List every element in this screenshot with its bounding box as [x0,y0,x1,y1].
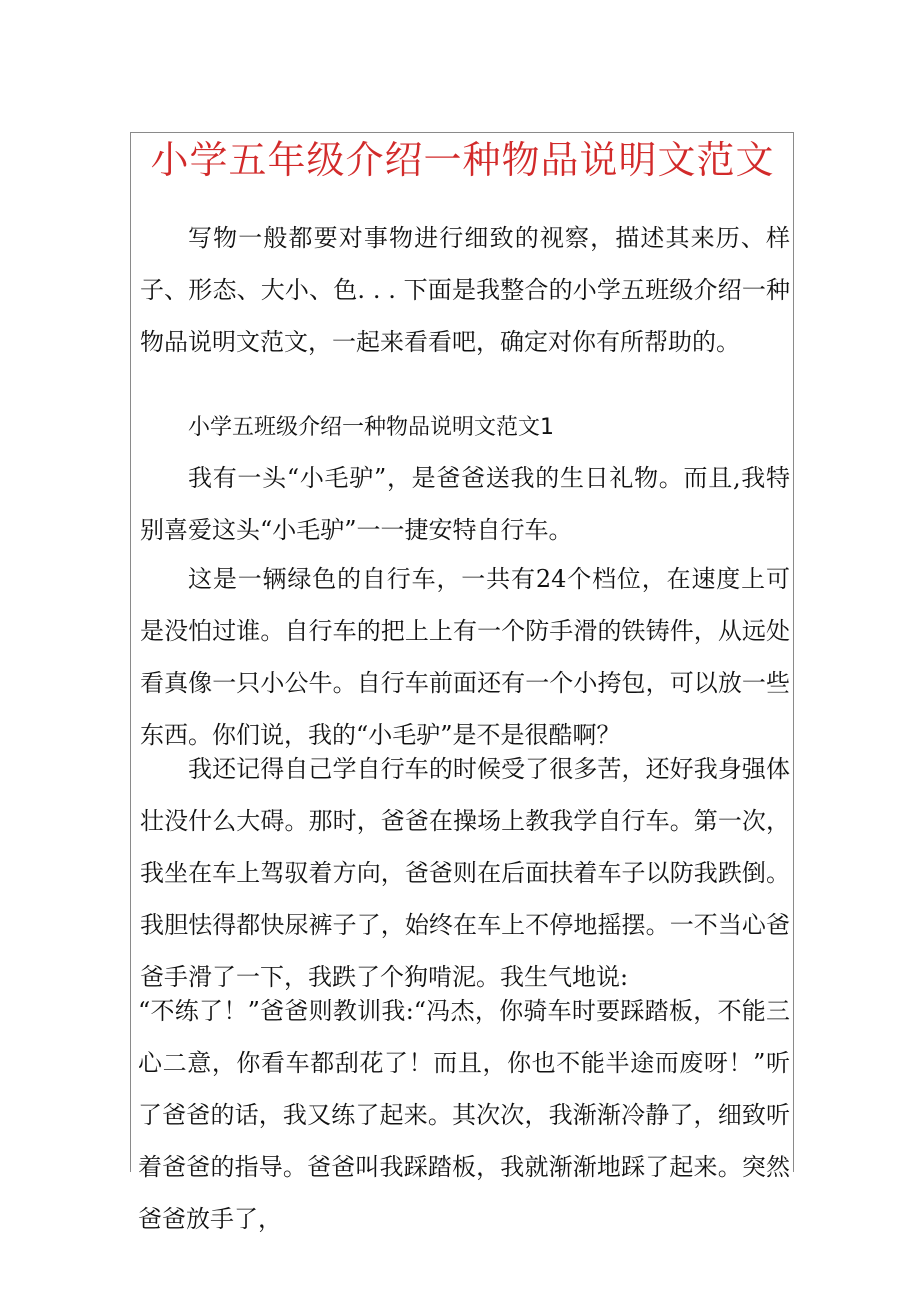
section-heading: 小学五班级介绍一种物品说明文范文1 [188,415,554,440]
body-paragraph: 我有一头“小毛驴”，是爸爸送我的生日礼物。而且,我特别喜爱这头“小毛驴”一一捷安特自行车。 [140,464,790,544]
intro-paragraph: 写物一般都要对事物进行细致的视察，描述其来历、样子、形态、大小、色. . . 下面是我整合的小学五班级介绍一种物品说明文范文，一起来看看吧，确定对你有所帮助的。 [140,224,790,356]
body-paragraph: 我还记得自己学自行车的时候受了很多苦，还好我身强体壮没什么大碍。那时，爸爸在操场上教我学自行车。第一次，我坐在车上驾驭着方向，爸爸则在后面扶着车子以防我跌倒。我胆怯得都快尿裤子了，始终在车上不停地摇摆。一不当心爸爸手滑了一下，我跌了个狗啃泥。我生气地说: [140,755,790,991]
body-paragraph: “不练了！”爸爸则教训我:“冯杰，你骑车时要踩踏板，不能三心二意，你看车都刮花了！而且，你也不能半途而废呀！”听了爸爸的话，我又练了起来。其次次，我渐渐冷静了，细致听着爸爸的指导。爸爸叫我踩踏板，我就渐渐地踩了起来。突然爸爸放手了， [138,997,790,1233]
body-paragraph: 这是一辆绿色的自行车，一共有24个档位，在速度上可是没怕过谁。自行车的把上上有一个防手滑的铁铸件，从远处看真像一只小公牛。自行车前面还有一个小挎包，可以放一些东西。你们说，我的“小毛驴”是不是很酷啊？ [140,565,790,749]
document-title: 小学五年级介绍一种物品说明文范文 [150,138,775,182]
